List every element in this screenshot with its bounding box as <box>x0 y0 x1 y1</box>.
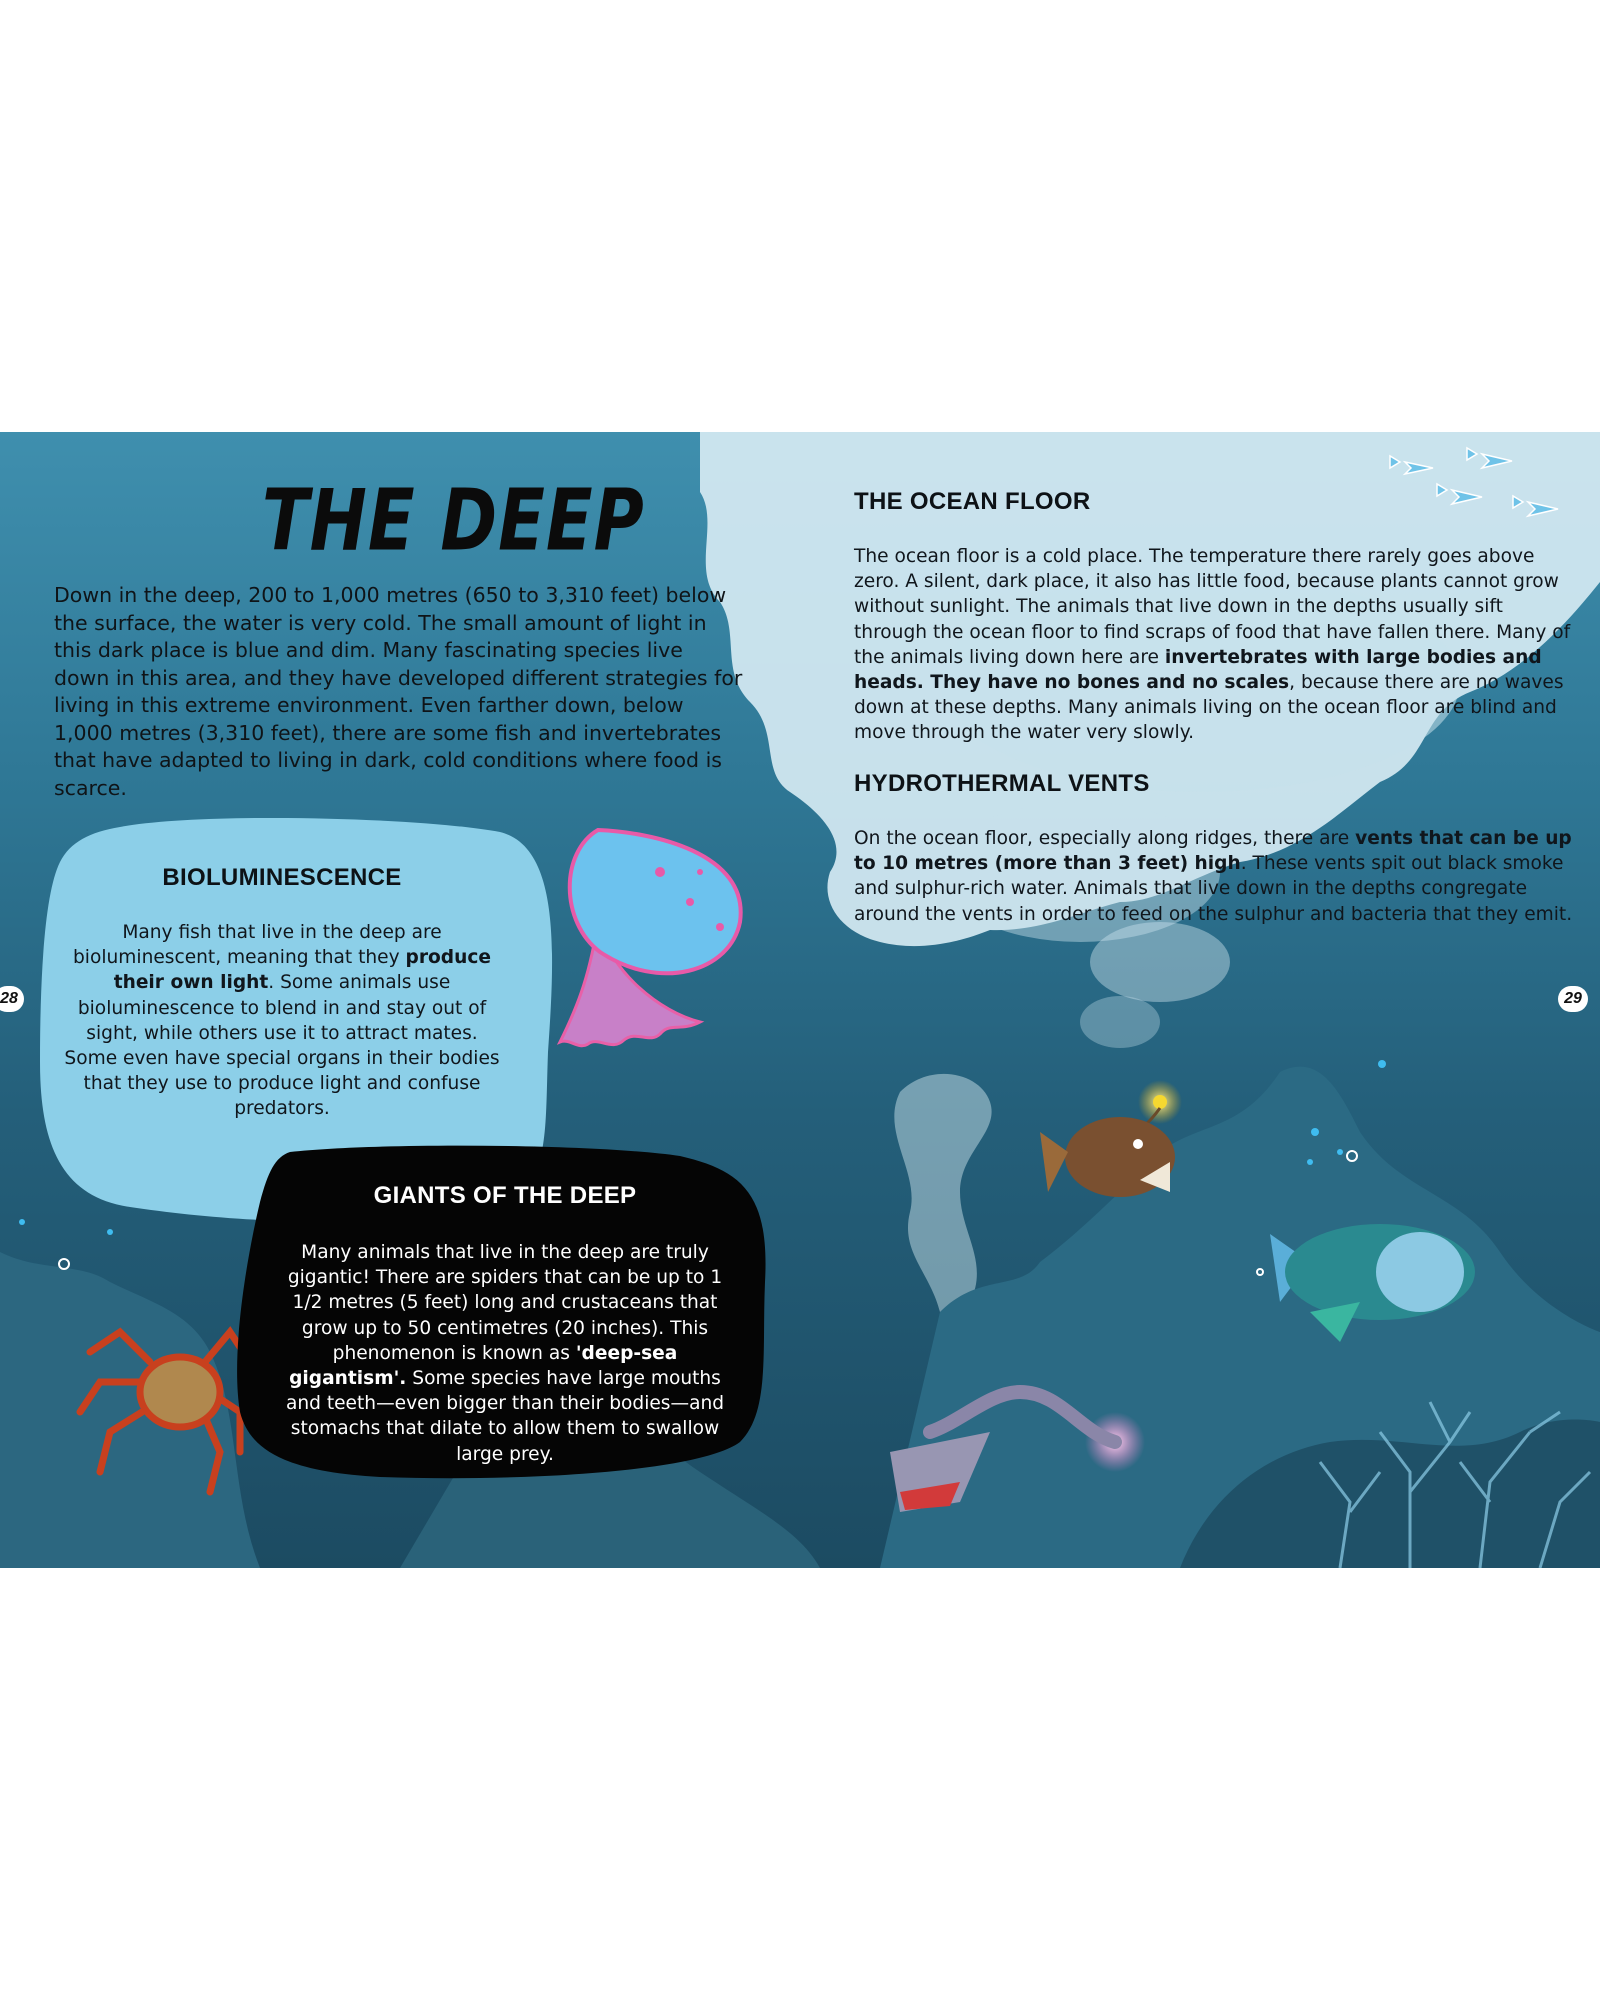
ocean-floor-bold-1: invertebrates with large bodies and heads. They have no bones and no scales <box>854 646 1542 694</box>
book-spread <box>0 432 1600 1568</box>
page-number-left: 28 <box>0 986 24 1012</box>
giants-text-2: Some species have large mouths and teeth—even bigger than their bodies—and stomachs that dilate to allow them to swallow large prey. <box>285 1368 725 1465</box>
bioluminescence-text-2: . Some animals use bioluminescence to blend in and stay out of sight, while others use it to attract mates. Some even have special organs in their bodies that they use to produce light and confuse predators. <box>64 972 500 1120</box>
giants-text-1: Many animals that live in the deep are truly gigantic! There are spiders that can be up to 1 1/2 metres (5 feet) long and crustaceans that grow up to 50 centimetres (20 inches). This phenomenon is known as <box>287 1242 723 1364</box>
page-number-right: 29 <box>1558 986 1588 1012</box>
vents-text-2: . These vents spit out black smoke and sulphur-rich water. Animals that live down in the depths congregate around the vents in order to feed on the sulphur and bacteria that they emit. <box>854 853 1573 925</box>
jellyfish <box>560 830 741 1046</box>
bioluminescence-text <box>62 920 502 1122</box>
bioluminescence-bold-1: produce their own light <box>113 947 491 994</box>
vents-heading: HYDROTHERMAL VENTS <box>854 770 1150 797</box>
giants-bold-1: 'deep-sea gigantism'. <box>289 1342 678 1390</box>
ocean-floor-text-2: , because there are no waves down at these depths. Many animals living on the ocean floor are blind and move through the water very slowly. <box>854 672 1564 744</box>
page-title: THE DEEP <box>262 470 645 570</box>
vents-bold-1: vents that can be up to 10 metres (more than 3 feet) high <box>854 828 1572 875</box>
bioluminescence-heading: BIOLUMINESCENCE <box>162 864 402 891</box>
ocean-floor-text <box>854 544 1580 746</box>
bioluminescence-text-1: Many fish that live in the deep are bioluminescent, meaning that they <box>73 922 442 969</box>
giants-heading: GIANTS OF THE DEEP <box>373 1182 637 1209</box>
giants-text <box>282 1240 728 1467</box>
ocean-floor-text-1: The ocean floor is a cold place. The temperature there rarely goes above zero. A silent, dark place, it also has little food, because plants cannot grow without sunlight. The animals that live down in the depths usually sift through the ocean floor to find scraps of food that have fallen there. Many of the animals living down here are <box>854 546 1571 668</box>
vents-text-1: On the ocean floor, especially along ridges, there are <box>854 828 1356 849</box>
vents-text <box>854 826 1580 927</box>
anglerfish <box>1040 1080 1182 1197</box>
ocean-floor-heading: THE OCEAN FLOOR <box>854 488 1091 515</box>
intro-paragraph: Down in the deep, 200 to 1,000 metres (650 to 3,310 feet) below the surface, the water is very cold. The small amount of light in this dark place is blue and dim. Many fascinating species live down in this area, and they have developed different strategies for living in this extreme environment. Even farther down, below 1,000 metres (3,310 feet), there are some fish and invertebrates that have adapted to living in dark, cold conditions where food is scarce. <box>54 583 743 800</box>
left-rocks <box>0 1252 260 1568</box>
